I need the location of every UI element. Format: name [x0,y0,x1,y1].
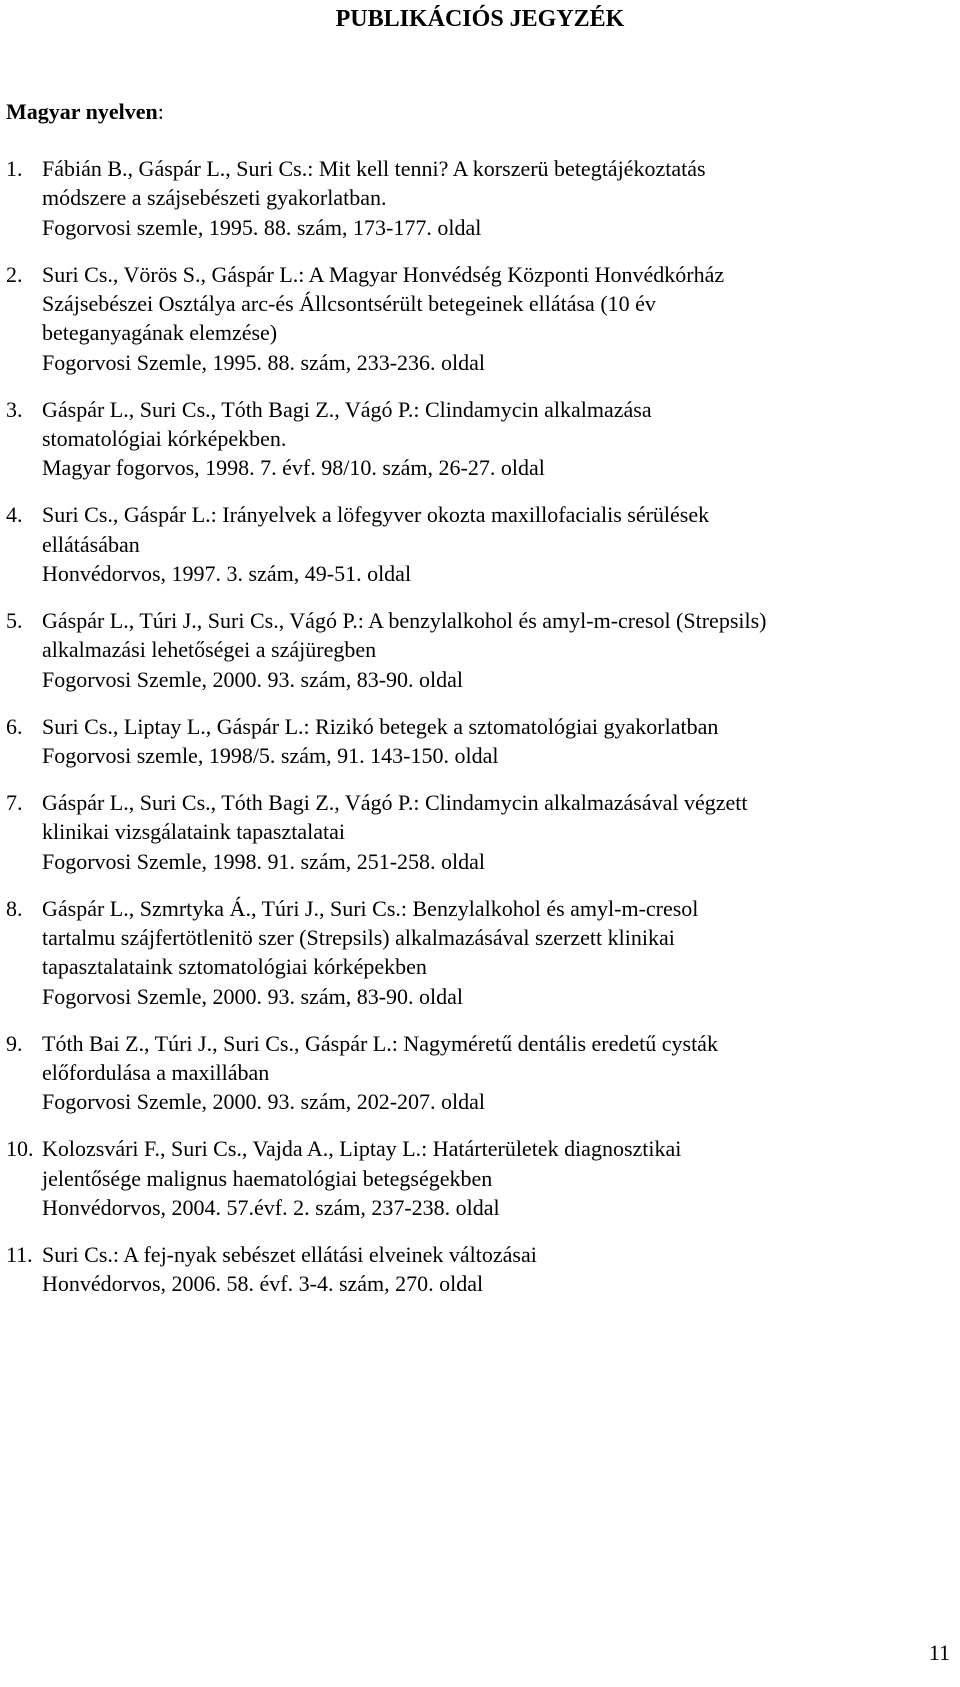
publication-number: 5. [6,608,23,634]
publication-line: Fogorvosi Szemle, 2000. 93. szám, 83-90. oldal [42,983,464,1009]
publication-line: Gáspár L., Túri J., Suri Cs., Vágó P.: A benzylalkohol és amyl-m-cresol (Strepsils) [42,608,767,634]
publication-number: 8. [6,895,23,921]
publication-number: 9. [6,1030,23,1056]
publication-line: Fogorvosi Szemle, 2000. 93. szám, 83-90. oldal [42,666,464,692]
publication-item [6,260,951,377]
publication-number: 10. [6,1136,34,1162]
publication-line: stomatológiai kórképekben. [42,425,287,451]
publication-item [6,500,951,588]
page-title: PUBLIKÁCIÓS JEGYZÉK [335,6,625,32]
publication-item [6,154,951,242]
publication-line: Gáspár L., Suri Cs., Tóth Bagi Z., Vágó P.: Clindamycin alkalmazása [42,396,652,422]
publication-item [6,1029,951,1117]
publication-line: Honvédorvos, 2004. 57.évf. 2. szám, 237-238. oldal [42,1195,500,1221]
publication-line: tapasztalataink sztomatológiai kórképekben [42,954,427,980]
publication-item [6,395,951,483]
publication-line: Suri Cs., Liptay L., Gáspár L.: Rizikó betegek a sztomatológiai gyakorlatban [42,713,719,739]
publication-line: Fogorvosi Szemle, 1995. 88. szám, 233-236. oldal [42,349,486,375]
publication-line: Fogorvosi szemle, 1995. 88. szám, 173-177. oldal [42,214,482,240]
page-number: 11 [928,1640,950,1665]
publication-line: jelentősége malignus haematológiai betegségekben [42,1165,493,1191]
publication-line: Fábián B., Gáspár L., Suri Cs.: Mit kell tenni? A korszerü betegtájékoztatás [42,156,706,181]
publication-number: 7. [6,790,23,816]
publication-line: Gáspár L., Szmrtyka Á., Túri J., Suri Cs.: Benzylalkohol és amyl-m-cresol [42,895,699,921]
publication-item [6,1240,951,1299]
section-heading [6,96,164,128]
publication-number: 6. [6,713,23,739]
section-label: Magyar nyelven [6,99,158,124]
publication-line: Suri Cs.: A fej-nyak sebészet ellátási elveinek változásai [42,1242,537,1268]
publication-line: Honvédorvos, 2006. 58. évf. 3-4. szám, 270. oldal [42,1271,484,1297]
publication-line: klinikai vizsgálataink tapasztalatai [42,819,345,845]
publication-line: beteganyagának elemzése) [42,320,278,346]
publication-number: 2. [6,261,23,287]
publication-number: 1. [6,156,23,181]
publication-line: Honvédorvos, 1997. 3. szám, 49-51. oldal [42,560,412,586]
publication-line: Suri Cs., Gáspár L.: Irányelvek a löfegyver okozta maxillofacialis sérülések [42,502,710,528]
publication-line: Fogorvosi Szemle, 1998. 91. szám, 251-258. oldal [42,848,486,874]
publication-line: Gáspár L., Suri Cs., Tóth Bagi Z., Vágó P.: Clindamycin alkalmazásával végzett [42,790,748,816]
publication-line: Fogorvosi szemle, 1998/5. szám, 91. 143-150. oldal [42,743,499,769]
publication-line: módszere a szájsebészeti gyakorlatban. [42,185,387,211]
publication-line: tartalmu szájfertötlenitö szer (Strepsils) alkalmazásával szerzett klinikai [42,925,675,951]
publication-line: Fogorvosi Szemle, 2000. 93. szám, 202-207. oldal [42,1089,486,1115]
publication-line: Szájsebészei Osztálya arc-és Állcsontsérült betegeinek ellátása (10 év [42,290,656,316]
publication-item [6,1134,951,1222]
publication-line: Kolozsvári F., Suri Cs., Vajda A., Liptay L.: Határterületek diagnosztikai [42,1136,682,1162]
publication-line: Suri Cs., Vörös S., Gáspár L.: A Magyar Honvédség Központi Honvédkórház [42,261,725,287]
section-colon: : [157,99,164,124]
publication-line: Magyar fogorvos, 1998. 7. évf. 98/10. szám, 26-27. oldal [42,455,545,481]
publication-number: 3. [6,396,23,422]
publication-item [6,606,951,694]
publication-list [6,154,951,1317]
publication-line: előfordulása a maxillában [42,1060,270,1086]
publication-number: 4. [6,502,23,528]
publication-line: alkalmazási lehetőségei a szájüregben [42,637,377,663]
publication-number: 11. [6,1242,33,1268]
publication-item [6,788,951,876]
publication-line: ellátásában [42,531,140,557]
publication-line: Tóth Bai Z., Túri J., Suri Cs., Gáspár L.: Nagyméretű dentális eredetű cysták [42,1030,718,1056]
publication-item [6,712,951,771]
publication-item [6,894,951,1011]
